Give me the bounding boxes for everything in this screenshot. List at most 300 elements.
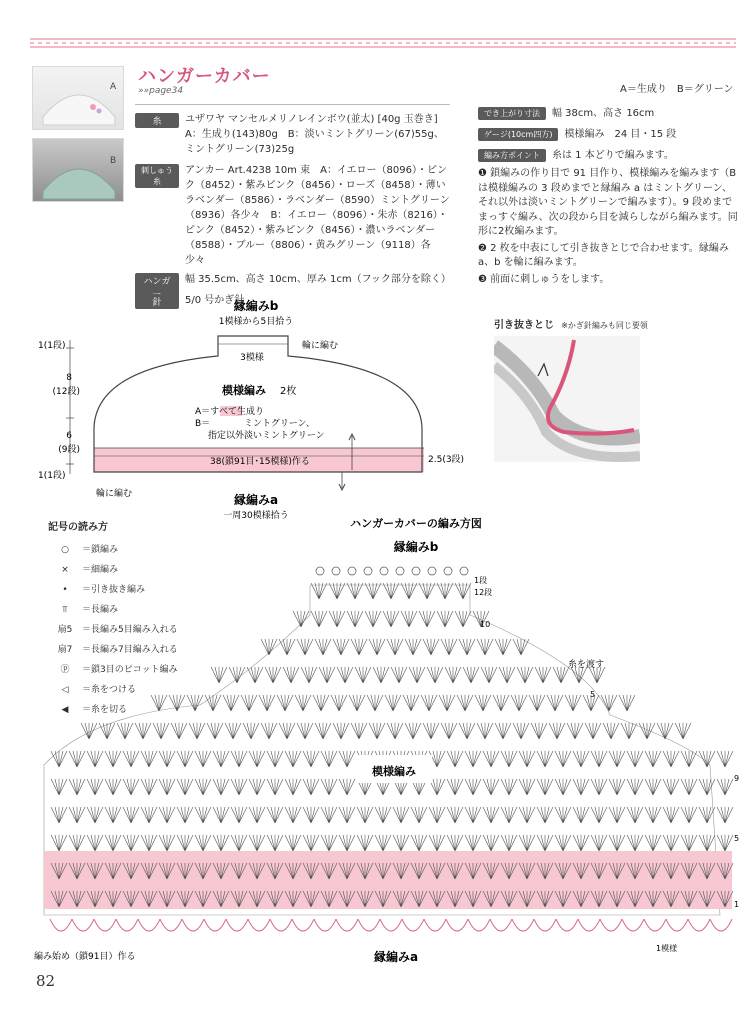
stitch-fan — [249, 835, 265, 851]
chart-row-5: 5 — [590, 690, 596, 699]
stitch-fan — [447, 751, 463, 767]
stitch-fan — [297, 639, 313, 655]
stitch-fan — [681, 807, 697, 823]
stitch-fan — [717, 835, 733, 851]
photo-variant-b — [32, 138, 124, 202]
edge-a-scallop — [600, 919, 622, 931]
spec-points-tag: 編み方ポイント — [478, 149, 546, 162]
stitch-fan — [141, 835, 157, 851]
stitch-fan — [365, 583, 381, 599]
stitch-fan — [261, 723, 277, 739]
schematic-in-round: 輪に編む — [302, 341, 339, 351]
edge-a-scallop — [314, 919, 336, 931]
picot-mark — [380, 567, 388, 575]
stitch-fan — [609, 807, 625, 823]
schematic-edge-b: 縁編みb — [233, 299, 279, 313]
page-number: 82 — [36, 972, 56, 990]
stitch-fan — [265, 667, 281, 683]
stitch-fan — [303, 835, 319, 851]
stitch-fan — [51, 835, 67, 851]
legend-title: 記号の読み方 — [48, 522, 108, 533]
spec-gauge-text: 模様編み 24 目・15 段 — [564, 129, 677, 140]
stitch-fan — [401, 583, 417, 599]
stitch-fan — [373, 667, 389, 683]
stitch-fan — [645, 779, 661, 795]
stitch-fan — [447, 835, 463, 851]
stitch-fan — [339, 751, 355, 767]
stitch-fan — [349, 695, 365, 711]
stitch-fan — [369, 639, 385, 655]
stitch-fan — [609, 751, 625, 767]
stitch-fan — [357, 835, 373, 851]
slip-stitch-header — [494, 316, 648, 331]
title-rule — [135, 104, 450, 105]
stitch-fan — [699, 807, 715, 823]
crochet-chart — [30, 515, 746, 965]
stitch-fan — [519, 807, 535, 823]
stitch-fan — [279, 723, 295, 739]
stitch-fan — [231, 751, 247, 767]
edge-a-scallop — [94, 919, 116, 931]
stitch-fan — [483, 779, 499, 795]
stitch-fan — [717, 807, 733, 823]
stitch-fan — [141, 779, 157, 795]
chart-row-12: 12段 — [474, 588, 493, 597]
stitch-fan — [357, 807, 373, 823]
stitch-fan — [555, 751, 571, 767]
stitch-fan — [177, 807, 193, 823]
stitch-fan — [159, 835, 175, 851]
stitch-fan — [675, 723, 691, 739]
stitch-fan — [333, 723, 349, 739]
edge-a-scallop — [380, 919, 402, 931]
edge-a-scallop — [490, 919, 512, 931]
stitch-fan — [69, 807, 85, 823]
chart-carry-yarn: 糸を渡す — [568, 660, 605, 670]
stitch-fan — [609, 779, 625, 795]
stitch-fan — [619, 695, 635, 711]
stitch-fan — [495, 639, 511, 655]
schematic-color-b3: 指定以外淡いミントグリーン — [208, 431, 325, 441]
stitch-fan — [51, 751, 67, 767]
stitch-fan — [231, 835, 247, 851]
chain-stitch-icon: ○ — [61, 545, 69, 555]
stitch-fan — [387, 639, 403, 655]
legend-label: ＝糸をつける — [82, 685, 137, 695]
stitch-fan — [483, 751, 499, 767]
edge-a-scallop — [468, 919, 490, 931]
edge-a-scallop — [688, 919, 710, 931]
stitch-fan — [519, 751, 535, 767]
edge-a-scallop — [160, 919, 182, 931]
stitch-fan — [555, 779, 571, 795]
picot-mark — [316, 567, 324, 575]
stitch-fan — [267, 835, 283, 851]
stitch-fan — [567, 723, 583, 739]
stitch-fan — [535, 667, 551, 683]
stitch-fan — [411, 807, 427, 823]
chart-side-1: 1 — [734, 900, 740, 909]
stitch-fan — [437, 583, 453, 599]
edge-a-scallop — [666, 919, 688, 931]
stitch-fan — [123, 751, 139, 767]
stitch-fan — [493, 695, 509, 711]
stitch-fan — [409, 667, 425, 683]
stitch-fan — [499, 667, 515, 683]
stitch-fan — [69, 835, 85, 851]
spec-size-tag: でき上がり寸法 — [478, 107, 546, 120]
legend-label: ＝糸を切る — [82, 705, 128, 715]
edge-a-scallop — [512, 919, 534, 931]
schematic-color-b1: B＝ — [195, 419, 211, 429]
chart-side-5: 5 — [734, 834, 740, 843]
schematic-right-dim: 2.5(3段) — [428, 455, 465, 465]
stitch-fan — [195, 835, 211, 851]
stitch-fan — [267, 751, 283, 767]
stitch-fan — [311, 611, 327, 627]
stitch-fan — [213, 779, 229, 795]
stitch-fan — [459, 639, 475, 655]
stitch-fan — [501, 835, 517, 851]
hanger-photo-b-illustration — [33, 139, 125, 203]
stitch-fan — [383, 611, 399, 627]
stitch-fan — [429, 835, 445, 851]
stitch-fan — [573, 751, 589, 767]
stitch-fan — [267, 779, 283, 795]
stitch-fan — [475, 695, 491, 711]
photo-label-a: A — [110, 82, 117, 92]
stitch-fan — [455, 583, 471, 599]
stitch-fan — [151, 695, 167, 711]
stitch-fan — [439, 695, 455, 711]
stitch-fan — [511, 695, 527, 711]
stitch-fan — [481, 667, 497, 683]
stitch-fan — [419, 611, 435, 627]
spec-hanger-tag: ハンガ — [135, 273, 179, 301]
slip-stitch-note: ※かぎ針編みも同じ要領 — [561, 321, 648, 330]
stitch-fan — [321, 779, 337, 795]
edge-a-scallop — [116, 919, 138, 931]
stitch-fan — [519, 835, 535, 851]
stitch-fan — [159, 751, 175, 767]
stitch-fan — [243, 723, 259, 739]
stitch-fan — [369, 723, 385, 739]
stitch-fan — [69, 779, 85, 795]
dim-9: (9段) — [58, 445, 80, 455]
stitch-fan — [663, 807, 679, 823]
slip-stitch-title: 引き抜きとじ — [494, 320, 554, 331]
stitch-fan — [495, 723, 511, 739]
stitch-fan — [285, 807, 301, 823]
edge-a-scallop — [292, 919, 314, 931]
picot-mark — [396, 567, 404, 575]
page-title: ハンガーカバー — [138, 66, 271, 87]
slip-stitch-illustration — [494, 336, 640, 462]
spec-yarn — [135, 112, 450, 157]
spec-gauge-tag: ゲージ(10cm四方) — [478, 128, 558, 141]
stitch-fan — [465, 807, 481, 823]
schematic-color-b2: ミントグリーン、 — [244, 419, 315, 429]
edge-a-scallop — [402, 919, 424, 931]
double-crochet-icon: ⫪ — [62, 605, 68, 615]
stitch-fan — [283, 667, 299, 683]
stitch-fan — [51, 779, 67, 795]
legend-label: ＝鎖3目のピコット編み — [82, 665, 178, 675]
edge-a-scallop — [204, 919, 226, 931]
stitch-fan — [549, 723, 565, 739]
cut-yarn-icon: ◀ — [61, 705, 69, 715]
stitch-fan — [537, 807, 553, 823]
stitch-fan — [537, 835, 553, 851]
picot-mark — [348, 567, 356, 575]
stitch-fan — [123, 779, 139, 795]
shell-5-icon: 扇5 — [57, 625, 73, 635]
spec-embroidery — [135, 163, 450, 268]
stitch-fan — [627, 835, 643, 851]
stitch-fan — [699, 751, 715, 767]
stitch-fan — [483, 807, 499, 823]
stitch-fan — [315, 639, 331, 655]
spec-needle-tag: 針 — [135, 294, 179, 309]
stitch-fan — [105, 835, 121, 851]
stitch-fan — [573, 807, 589, 823]
stitch-fan — [187, 695, 203, 711]
stitch-fan — [211, 667, 227, 683]
edge-a-scallop — [358, 919, 380, 931]
stitch-fan — [285, 779, 301, 795]
chart-one-pattern: 1模様 — [656, 944, 678, 953]
stitch-fan — [717, 751, 733, 767]
schematic-color-a: A＝すべて生成り — [195, 407, 264, 417]
stitch-fan — [177, 751, 193, 767]
stitch-fan — [51, 807, 67, 823]
stitch-fan — [427, 667, 443, 683]
stitch-fan — [351, 723, 367, 739]
stitch-fan — [529, 695, 545, 711]
stitch-fan — [393, 835, 409, 851]
single-crochet-icon: × — [61, 565, 69, 575]
edge-a-scallop — [622, 919, 644, 931]
chart-row-1: 1段 — [474, 576, 488, 585]
schematic-edge-a-sub: 一周30模様拾う — [223, 511, 289, 521]
stitch-fan — [385, 695, 401, 711]
stitch-fan — [445, 667, 461, 683]
picot-icon: ⓟ — [60, 665, 70, 675]
stitch-fan — [339, 779, 355, 795]
stitch-fan — [295, 695, 311, 711]
stitch-fan — [519, 779, 535, 795]
chart-side-9: 9 — [734, 774, 740, 783]
variant-color-note: A＝生成り B＝グリーン — [620, 84, 734, 95]
stitch-fan — [159, 779, 175, 795]
stitch-fan — [483, 835, 499, 851]
stitch-fan — [339, 807, 355, 823]
stitch-fan — [699, 835, 715, 851]
stitch-fan — [279, 639, 295, 655]
stitch-fan — [565, 695, 581, 711]
stitch-fan — [231, 807, 247, 823]
stitch-fan — [537, 779, 553, 795]
stitch-fan — [105, 779, 121, 795]
stitch-fan — [195, 751, 211, 767]
stitch-fan — [229, 667, 245, 683]
edge-a-scallop — [182, 919, 204, 931]
stitch-fan — [311, 583, 327, 599]
picot-mark — [444, 567, 452, 575]
stitch-fan — [205, 695, 221, 711]
stitch-fan — [117, 723, 133, 739]
stitch-fan — [329, 583, 345, 599]
photo-label-b: B — [110, 156, 117, 166]
stitch-fan — [213, 751, 229, 767]
stitch-fan — [301, 667, 317, 683]
schematic-edge-a: 縁編みa — [233, 493, 279, 507]
stitch-fan — [303, 751, 319, 767]
stitch-fan — [717, 779, 733, 795]
stitch-fan — [177, 835, 193, 851]
stitch-fan — [241, 695, 257, 711]
top-decorative-border — [30, 38, 736, 48]
materials-section — [135, 112, 450, 308]
stitch-fan — [207, 723, 223, 739]
edge-a-scallop — [644, 919, 666, 931]
instruction-step-1: ❶ 鎖編みの作り目で 91 目作り、模様編みを編みます（B は模様編みの 3 段めまでと縁編み a はミントグリーン、それ以外は淡いミントグリーンで編みます）。9 段めまでまっすぐ編み、次の段から目を減らしながら編みます。同形に2枚編みます。 — [478, 168, 738, 237]
edge-a-scallop — [578, 919, 600, 931]
stitch-fan — [351, 639, 367, 655]
spec-hanger — [135, 272, 450, 287]
edge-a-scallop — [424, 919, 446, 931]
picot-mark — [332, 567, 340, 575]
spec-points — [478, 148, 740, 163]
stitch-fan — [537, 751, 553, 767]
stitch-fan — [321, 751, 337, 767]
stitch-fan — [87, 751, 103, 767]
stitch-fan — [141, 751, 157, 767]
page-reference: »»page34 — [138, 86, 184, 96]
spec-size-text: 幅 38cm、高さ 16cm — [552, 108, 655, 119]
chart-row-10: 10 — [480, 620, 491, 629]
legend-label: ＝長編み7目編み入れる — [82, 645, 178, 655]
schematic-pattern-count: 2枚 — [280, 386, 297, 397]
stitch-fan — [321, 807, 337, 823]
stitch-fan — [645, 835, 661, 851]
stitch-fan — [347, 611, 363, 627]
stitch-fan — [267, 807, 283, 823]
stitch-fan — [501, 751, 517, 767]
edge-a-scallop — [710, 919, 732, 931]
stitch-fan — [401, 611, 417, 627]
stitch-fan — [249, 779, 265, 795]
stitch-fan — [213, 807, 229, 823]
spec-needle-text: 5/0 号かぎ針 — [185, 295, 245, 306]
stitch-fan — [645, 807, 661, 823]
stitch-fan — [159, 807, 175, 823]
edge-a-scallop — [556, 919, 578, 931]
stitch-fan — [591, 835, 607, 851]
dim-12: (12段) — [52, 387, 80, 397]
stitch-fan — [627, 751, 643, 767]
stitch-fan — [423, 723, 439, 739]
stitch-fan — [135, 723, 151, 739]
stitch-fan — [393, 807, 409, 823]
stitch-fan — [315, 723, 331, 739]
stitch-fan — [303, 779, 319, 795]
stitch-fan — [465, 751, 481, 767]
stitch-fan — [457, 695, 473, 711]
edge-a-scallop — [534, 919, 556, 931]
stitch-fan — [405, 639, 421, 655]
stitch-fan — [249, 751, 265, 767]
stitch-fan — [663, 835, 679, 851]
spec-gauge — [478, 127, 740, 142]
spec-embroidery-text: アンカー Art.4238 10m 束 A：イエロー（8096）・ピンク（8452）・紫みピンク（8456）・ローズ（8458）・薄いラベンダー（8586）・ラベンダー（8590）ミントグリーン（8936）各少々 B：イエロー（8096）・朱赤（8216）・ピンク（8452）・紫みピンク（8456）・濃いラベンダー（8588）・ブルー（8806）・黄みグリーン（9118）各少々 — [185, 165, 450, 266]
stitch-fan — [585, 723, 601, 739]
stitch-fan — [231, 779, 247, 795]
stitch-fan — [411, 835, 427, 851]
picot-mark — [428, 567, 436, 575]
hanger-photo-a-illustration — [33, 67, 125, 131]
stitch-fan — [213, 835, 229, 851]
stitch-fan — [375, 835, 391, 851]
stitch-fan — [465, 779, 481, 795]
stitch-fan — [477, 723, 493, 739]
schematic-edge-b-sub: 1模様から5目拾う — [218, 317, 294, 327]
stitch-fan — [681, 779, 697, 795]
stitch-fan — [627, 779, 643, 795]
edge-a-scallop — [226, 919, 248, 931]
stitch-fan — [171, 723, 187, 739]
stitch-fan — [337, 667, 353, 683]
stitch-fan — [105, 751, 121, 767]
stitch-fan — [123, 807, 139, 823]
stitch-fan — [601, 695, 617, 711]
chart-title: ハンガーカバーの編み方図 — [350, 517, 482, 530]
dim-bottom: 1(1段) — [38, 471, 66, 481]
stitch-fan — [331, 695, 347, 711]
stitch-fan — [313, 695, 329, 711]
stitch-fan — [319, 667, 335, 683]
photo-variant-a — [32, 66, 124, 130]
stitch-fan — [321, 835, 337, 851]
stitch-fan — [365, 611, 381, 627]
slip-stitch-icon: • — [62, 585, 68, 595]
instructions-section — [478, 106, 740, 287]
instruction-step-3: ❸ 前面に刺しゅうをします。 — [478, 273, 610, 285]
stitch-fan — [347, 583, 363, 599]
chart-start-label: 編み始め（鎖91目）作る — [34, 952, 136, 962]
edge-a-scallop — [138, 919, 160, 931]
stitch-fan — [329, 611, 345, 627]
stitch-fan — [285, 835, 301, 851]
stitch-fan — [189, 723, 205, 739]
picot-mark — [412, 567, 420, 575]
stitch-fan — [87, 807, 103, 823]
stitch-fan — [87, 779, 103, 795]
stitch-fan — [447, 807, 463, 823]
stitch-fan — [681, 835, 697, 851]
spec-size — [478, 106, 740, 121]
stitch-fan — [285, 751, 301, 767]
stitch-fan — [249, 807, 265, 823]
stitch-fan — [387, 723, 403, 739]
edge-a-scallop — [50, 919, 72, 931]
edge-a-scallop — [336, 919, 358, 931]
stitch-fan — [421, 695, 437, 711]
stitch-fan — [699, 779, 715, 795]
stitch-fan — [105, 807, 121, 823]
stitch-fan — [555, 807, 571, 823]
spec-yarn-text: ユザワヤ マンセルメリノレインボウ(並太) [40g 玉巻き] A：生成り(143)80g B：淡いミントグリーン(67)55g、ミントグリーン(73)25g — [185, 114, 448, 155]
